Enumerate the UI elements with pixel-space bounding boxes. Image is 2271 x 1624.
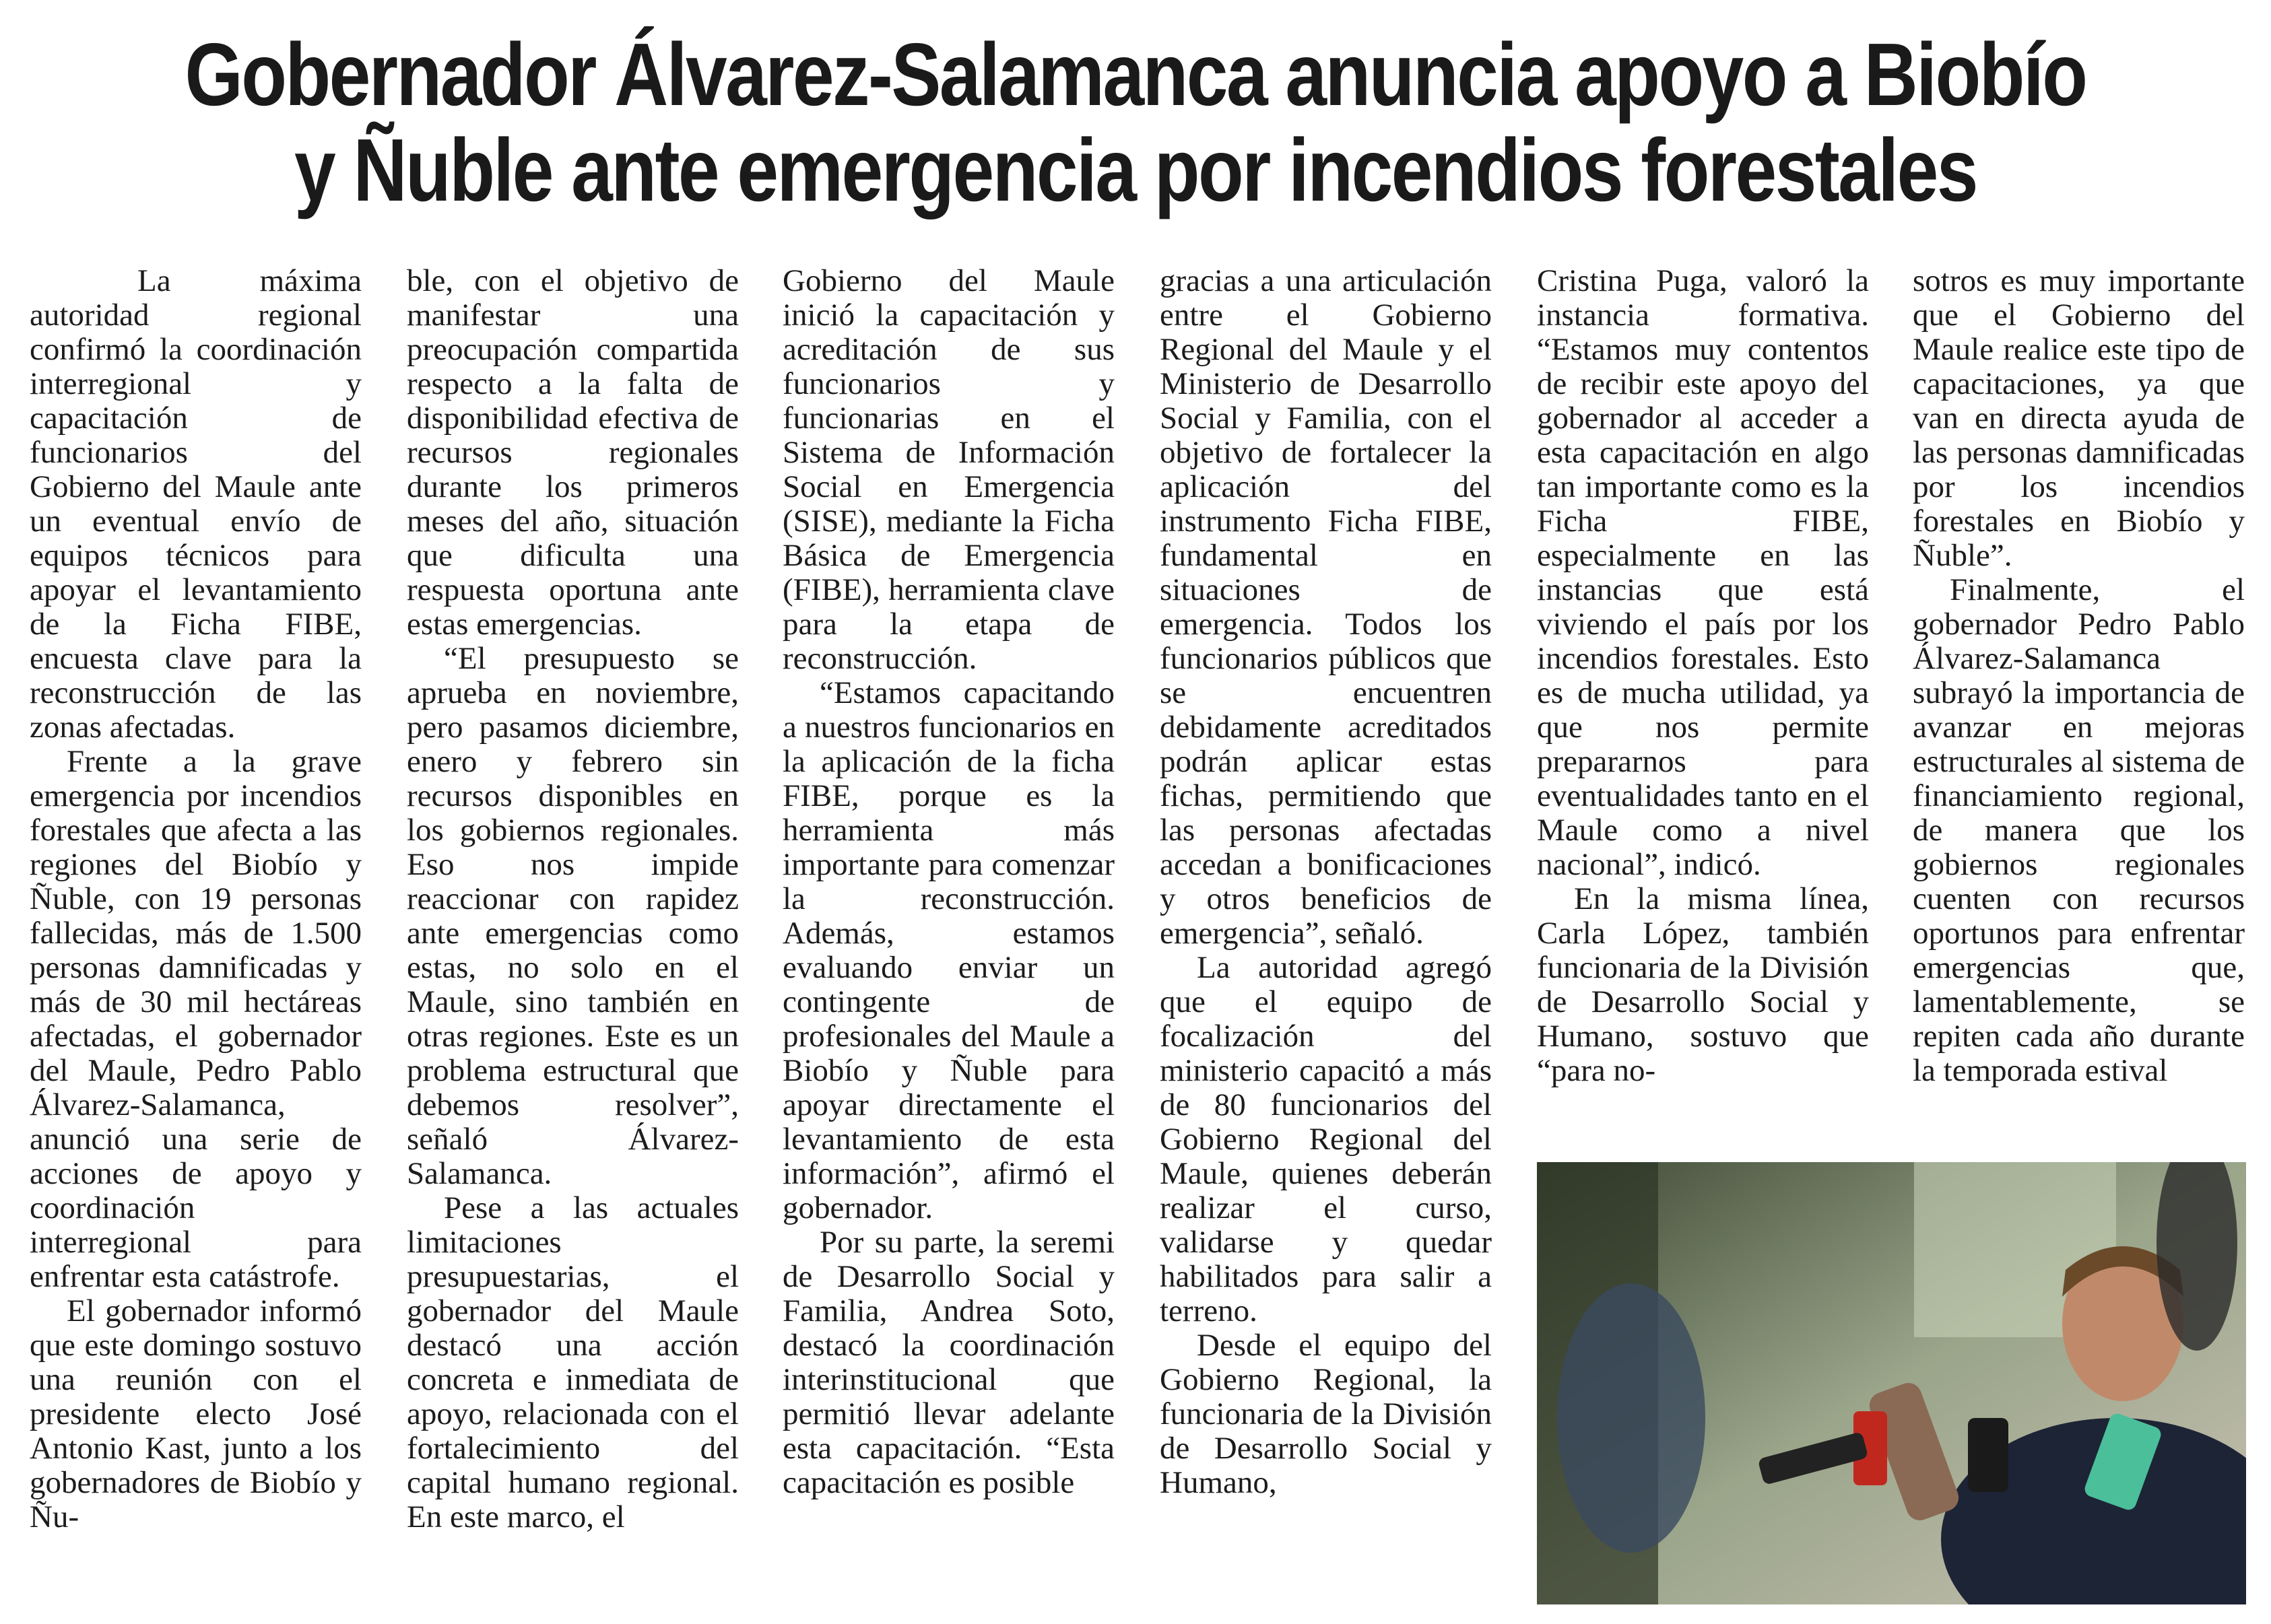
paragraph: gracias a una articulación entre el Gobierno Regional del Maule y el Ministerio de Desarrollo Social y Familia, con el objetivo de fortalecer la aplicación del instrumento Ficha FIBE, fundamental en situaciones de emergencia. Todos los funcionarios públicos que se encuentren debidamente acreditados podrán aplicar estas fichas, permitiendo que las personas afectadas accedan a bonificaciones y otros beneficios de emergencia”, señaló. <box>1160 263 1492 951</box>
paragraph: sotros es muy importante que el Gobierno del Maule realice este tipo de capacitaciones, ya que van en directa ayuda de las personas damnificadas por los incendios forestales en Biobío y Ñuble”. <box>1913 263 2245 573</box>
paragraph: La máxima autoridad regional confirmó la coordinación interregional y capacitación de funcionarios del Gobierno del Maule ante un eventual envío de equipos técnicos para apoyar el levantamiento de la Ficha FIBE, encuesta clave para la reconstrucción de las zonas afectadas. <box>30 263 362 745</box>
paragraph: Pese a las actuales limitaciones presupuestarias, el gobernador del Maule destacó una acción concreta e inmediata de apoyo, relacionada con el fortalecimiento del capital humano regional. En este marco, el <box>407 1190 739 1534</box>
paragraph: Finalmente, el gobernador Pedro Pablo Álvarez-Salamanca subrayó la importancia de avanzar en mejoras estructurales al sistema de financiamiento regional, de manera que los gobiernos regionales cuenten con recursos oportunos para enfrentar emergencias que, lamentablemente, se repiten cada año durante la temporada estival <box>1913 572 2245 1088</box>
headline <box>0 27 2271 218</box>
article-column-5 <box>1537 264 1869 1088</box>
article-column-6 <box>1913 264 2245 1088</box>
article-column-3 <box>783 264 1115 1500</box>
article-photo <box>1537 1162 2246 1604</box>
article-column-4 <box>1160 264 1492 1500</box>
paragraph: “Estamos capacitando a nuestros funcionarios en la aplicación de la ficha FIBE, porque es la herramienta más importante para comenzar la reconstrucción. Además, estamos evaluando enviar un contingente de profesionales del Maule a Biobío y Ñuble para apoyar directamente el levantamiento de esta información”, afirmó el gobernador. <box>783 675 1115 1225</box>
headline-line-1: Gobernador Álvarez-Salamanca anuncia apoyo a Biobío <box>185 25 2086 124</box>
paragraph: Cristina Puga, valoró la instancia formativa. “Estamos muy contentos de recibir este apoyo del gobernador al acceder a esta capacitación en algo tan importante como es la Ficha FIBE, especialmente en las instancias que está viviendo el país por los incendios forestales. Esto es de mucha utilidad, ya que nos permite prepararnos para eventualidades tanto en el Maule como a nivel nacional”, indicó. <box>1537 263 1869 882</box>
paragraph: “El presupuesto se aprueba en noviembre, pero pasamos diciembre, enero y febrero sin recursos disponibles en los gobiernos regionales. Eso nos impide reaccionar con rapidez ante emergencias como estas, no solo en el Maule, sino también en otras regiones. Este es un problema estructural que debemos resolver”, señaló Álvarez-Salamanca. <box>407 641 739 1191</box>
paragraph: ble, con el objetivo de manifestar una preocupación compartida respecto a la falta de disponibilidad efectiva de recursos regionales durante los primeros meses del año, situación que dificulta una respuesta oportuna ante estas emergencias. <box>407 263 739 642</box>
paragraph: El gobernador informó que este domingo sostuvo una reunión con el presidente electo José Antonio Kast, junto a los gobernadores de Biobío y Ñu- <box>30 1293 362 1534</box>
paragraph: Por su parte, la seremi de Desarrollo Social y Familia, Andrea Soto, destacó la coordinación interinstitucional que permitió llevar adelante esta capacitación. “Esta capacitación es posible <box>783 1225 1115 1500</box>
paragraph: Desde el equipo del Gobierno Regional, la funcionaria de la División de Desarrollo Social y Humano, <box>1160 1328 1492 1500</box>
article-column-2 <box>407 264 739 1534</box>
paragraph: En la misma línea, Carla López, también funcionaria de la División de Desarrollo Social y Humano, sostuvo que “para no- <box>1537 881 1869 1088</box>
paragraph: La autoridad agregó que el equipo de focalización del ministerio capacitó a más de 80 funcionarios del Gobierno Regional del Maule, quienes deberán realizar el curso, validarse y quedar habilitados para salir a terreno. <box>1160 950 1492 1328</box>
paragraph: Frente a la grave emergencia por incendios forestales que afecta a las regiones del Biobío y Ñuble, con 19 personas fallecidas, más de 1.500 personas damnificadas y más de 30 mil hectáreas afectadas, el gobernador del Maule, Pedro Pablo Álvarez-Salamanca, anunció una serie de acciones de apoyo y coordinación interregional para enfrentar esta catástrofe. <box>30 744 362 1294</box>
paragraph: Gobierno del Maule inició la capacitación y acreditación de sus funcionarios y funcionarias en el Sistema de Información Social en Emergencia (SISE), mediante la Ficha Básica de Emergencia (FIBE), herramienta clave para la etapa de reconstrucción. <box>783 263 1115 676</box>
article-column-1 <box>30 264 362 1534</box>
press-scene-illustration <box>1537 1162 2246 1604</box>
headline-line-2: y Ñuble ante emergencia por incendios forestales <box>294 121 1977 219</box>
